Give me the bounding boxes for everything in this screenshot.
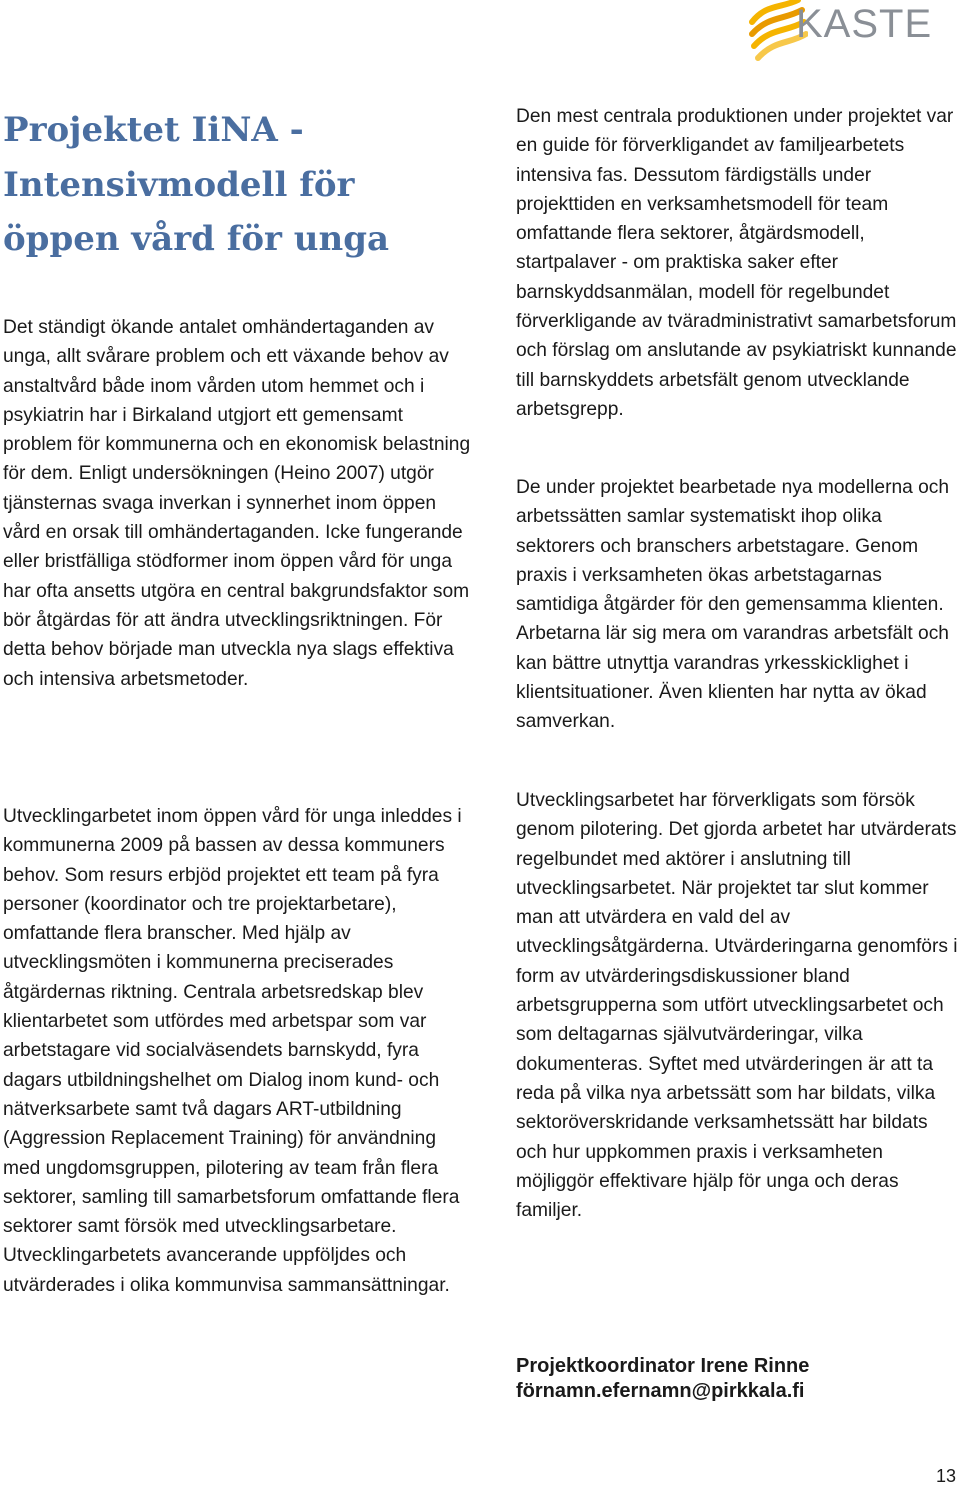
right-paragraph-1: Den mest centrala produktionen under projektet var en guide för förverkligandet av familjearbetets intensiva fas. Dessutom färdigställs under projekttiden en verksamhetsmodell för team omfattande flera sektorer, åtgärdsmodell, startpalaver - om praktiska saker efter barnskyddsanmälan, modell för regelbundet förverkligande av tväradministrativt samarbetsforum och förslag om anslutande av psykiatriskt kunnande till barnskyddets arbetsfält genom utvecklande arbetsgrepp. [516, 106, 957, 420]
page-title: Projektet IiNA - Intensivmodell för öppen vård för unga [3, 110, 390, 259]
left-paragraph-2: Utvecklingarbetet inom öppen vård för unga inleddes i kommunerna 2009 på bassen av dessa kommuners behov. Som resurs erbjöd projektet ett team på fyra personer (koordinator och tre projektarbetare), omfattande flera branscher. Med hjälp av utvecklingsmöten i kommunerna preciserades åtgärdernas riktning. Centrala arbetsredskap blev klientarbetet som utfördes med arbetspar som var arbetstagare vid socialväsendets barnskydd, fyra dagars utbildningshelhet om Dialog inom kund- och nätverksarbete samt två dagars ART-utbildning (Aggression Replacement Training) för användning med ungdomsgruppen, pilotering av team från flera sektorer, samling till samarbetsforum omfattande flera sektorer samt försök med utvecklingsarbetare. Utvecklingarbetets avancerande uppföljdes och utvärderades i olika kommunvisa sammansättningar. [3, 806, 462, 1296]
right-paragraph-3: Utvecklingsarbetet har förverkligats som försök genom pilotering. Det gjorda arbetet har utvärderats regelbundet med aktörer i anslutning till utvecklingsarbetet. När projektet tar slut kommer man att utvärdera en vald del av utvecklingsåtgärderna. Utvärderingarna genomförs i form av utvärderingsdiskussioner bland arbetsgrupperna som utfört utvecklingsarbetet och som deltagarnas självutvärderingar, vilka dokumenteras. Syftet med utvärderingen är att ta reda på vilka nya arbetssätt som har bildats, vilka sektoröverskridande verksamhetssätt har bildats och hur uppkommen praxis i verksamheten möjliggör effektivare hjälp för unga och deras familjer. [516, 790, 958, 1222]
contact-email[interactable]: förnamn.efernamn@pirkkala.fi [516, 1380, 805, 1402]
kaste-logo [748, 0, 960, 64]
contact-name: Projektkoordinator Irene Rinne [516, 1355, 810, 1377]
contact-block [516, 1354, 960, 1404]
right-paragraph-2: De under projektet bearbetade nya modellerna och arbetssätten samlar systematiskt ihop olika sektorers och branschers arbetstagare. Genom praxis i verksamheten ökas arbetstagarnas samtidiga åtgärder för den gemensamma klienten. Arbetarna lär sig mera om varandras arbetsfält och kan bättre utnyttja varandras yrkesskicklighet i klientsituationer. Även klienten har nytta av ökad samverkan. [516, 477, 950, 733]
kaste-logo-text: KASTE [796, 2, 933, 46]
left-paragraph-1: Det ständigt ökande antalet omhändertaganden av unga, allt svårare problem och ett växande behov av anstaltvård både inom vården utom hemmet och i psykiatrin har i Birkaland utgjort ett gemensamt problem för kommunerna och en ekonomisk belastning för dem. Enligt undersökningen (Heino 2007) utgör tjänsternas svaga inverkan i synnerhet inom öppen vård en orsak till omhändertaganden. Icke fungerande eller bristfälliga stödformer inom öppen vård för unga har ofta ansetts utgöra en central bakgrundsfaktor som bör åtgärdas för att ändra utvecklingsriktningen. För detta behov började man utveckla nya slags effektiva och intensiva arbetsmetoder. [3, 317, 471, 690]
page-number: 13 [935, 1466, 956, 1486]
